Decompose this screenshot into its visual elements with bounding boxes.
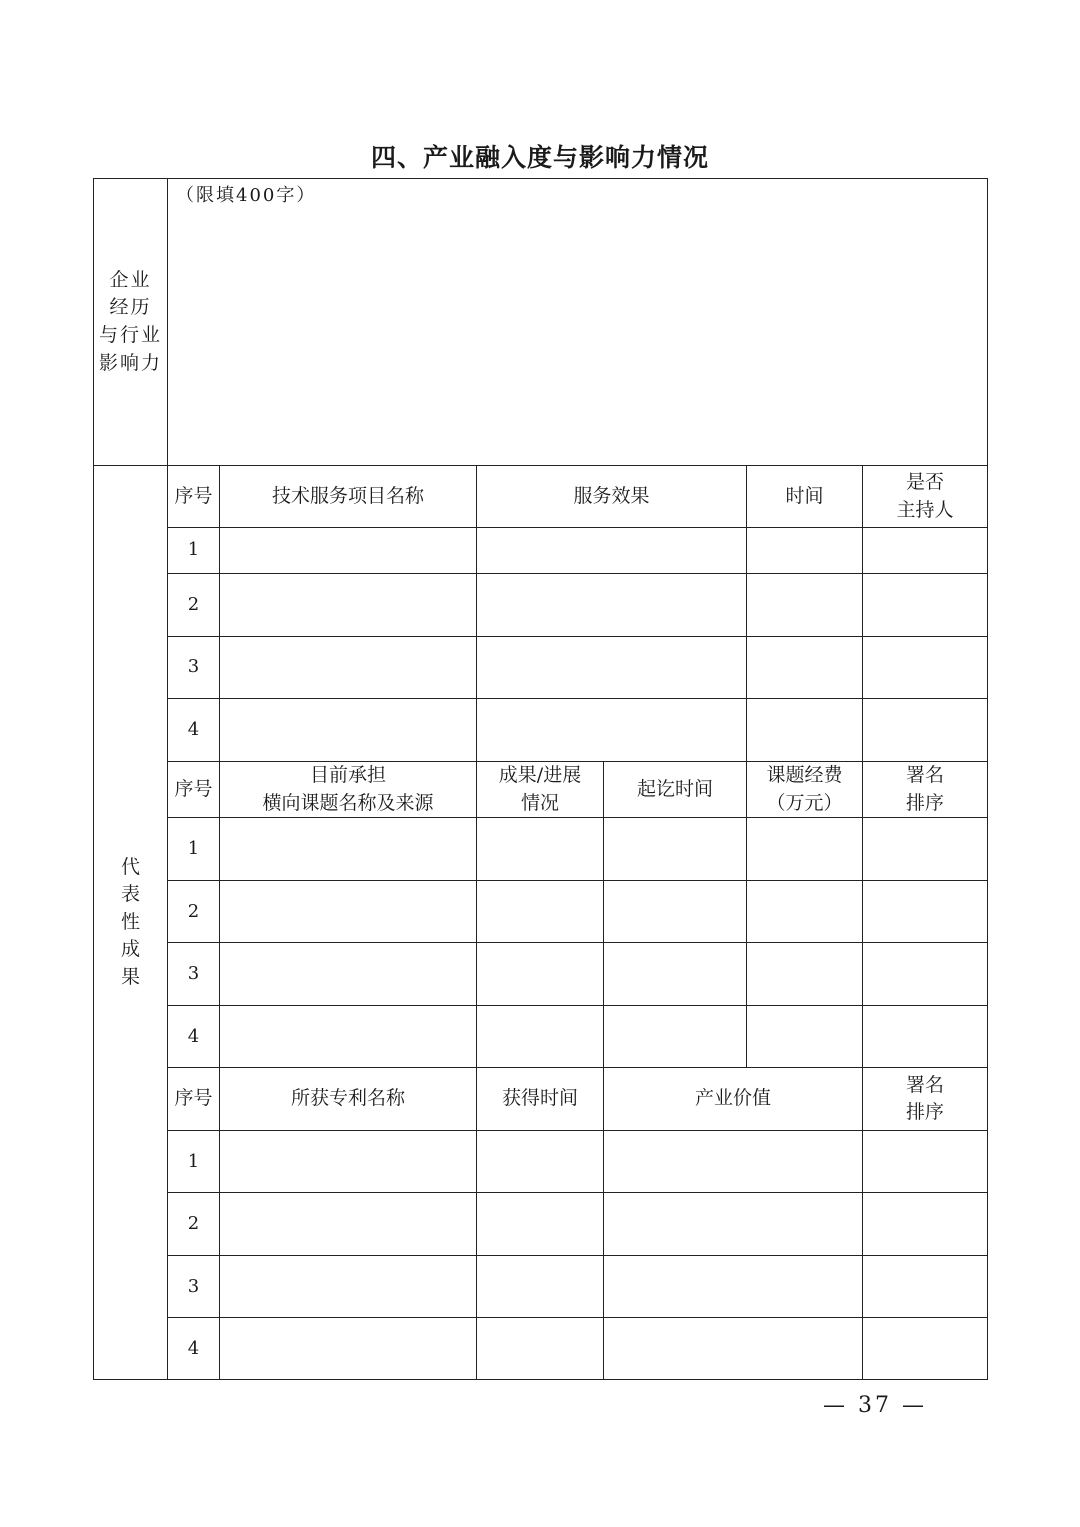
table-cell[interactable] [220,818,477,881]
page-title: 四、产业融入度与影响力情况 [370,143,709,172]
table-cell[interactable] [747,818,863,881]
table-cell[interactable] [477,1256,604,1318]
table-cell[interactable] [747,637,863,699]
vertical-label-char: 表 [120,883,140,906]
header-seq: 序号 [168,762,220,818]
row-number: 1 [168,818,220,881]
table-cell[interactable] [747,943,863,1006]
table-cell[interactable] [604,1256,863,1318]
experience-label-line: 经历 [109,296,152,319]
table-cell[interactable] [863,818,988,881]
table-cell[interactable] [863,699,988,762]
header-start-end-time: 起讫时间 [604,762,747,818]
page-number: — 37 — [823,1393,927,1418]
table-cell[interactable] [863,1131,988,1193]
table-cell[interactable] [477,1131,604,1193]
table-cell[interactable] [863,574,988,637]
row-number: 4 [168,1318,220,1380]
table-cell[interactable] [477,818,604,881]
header-obtained-time: 获得时间 [477,1068,604,1131]
row-number: 4 [168,1006,220,1068]
table-cell[interactable] [220,943,477,1006]
table-cell[interactable] [863,881,988,943]
header-industry-value: 产业价值 [604,1068,863,1131]
row-number: 3 [168,943,220,1006]
header-time: 时间 [747,466,863,528]
row-number: 3 [168,1256,220,1318]
table-cell[interactable] [747,528,863,574]
table-cell[interactable] [863,943,988,1006]
table-cell[interactable] [477,1193,604,1256]
table-cell[interactable] [220,1131,477,1193]
table-cell[interactable] [604,1193,863,1256]
table-cell[interactable] [604,1318,863,1380]
table-cell[interactable] [220,1006,477,1068]
word-limit-note: （限填400字） [176,185,317,206]
representative-results-label [94,466,168,1380]
table-cell[interactable] [747,699,863,762]
table-cell[interactable] [477,1006,604,1068]
row-number: 2 [168,881,220,943]
table-cell[interactable] [220,1193,477,1256]
table-cell[interactable] [477,528,747,574]
table-cell[interactable] [604,818,747,881]
table-cell[interactable] [863,1193,988,1256]
header-author-rank: 署名 排序 [863,1068,988,1131]
experience-label [94,179,168,466]
table-cell[interactable] [747,574,863,637]
experience-label-line: 影响力 [98,351,162,374]
header-is-host: 是否 主持人 [863,466,988,528]
row-number: 1 [168,528,220,574]
table-cell[interactable] [220,1256,477,1318]
header-author-rank: 署名 排序 [863,762,988,818]
experience-label-line: 企业 [109,268,152,291]
header-project-name-source: 目前承担 横向课题名称及来源 [220,762,477,818]
table-cell[interactable] [604,1006,747,1068]
row-number: 1 [168,1131,220,1193]
table-cell[interactable] [863,637,988,699]
table-cell[interactable] [863,528,988,574]
header-progress: 成果/进展 情况 [477,762,604,818]
table-cell[interactable] [220,699,477,762]
header-seq: 序号 [168,466,220,528]
row-number: 2 [168,1193,220,1256]
table-cell[interactable] [863,1318,988,1380]
header-funding: 课题经费 （万元） [747,762,863,818]
header-seq: 序号 [168,1068,220,1131]
table-cell[interactable] [477,637,747,699]
table-cell[interactable] [604,943,747,1006]
vertical-label-char: 成 [120,938,140,961]
table-cell[interactable] [477,574,747,637]
vertical-label-char: 代 [120,855,140,878]
table-cell[interactable] [220,528,477,574]
vertical-label-char: 性 [120,910,140,933]
table-cell[interactable] [220,1318,477,1380]
industry-impact-form [93,178,988,1380]
table-cell[interactable] [477,943,604,1006]
header-patent-name: 所获专利名称 [220,1068,477,1131]
table-cell[interactable] [863,1256,988,1318]
header-service-effect: 服务效果 [477,466,747,528]
table-cell[interactable] [863,1006,988,1068]
table-cell[interactable] [477,699,747,762]
table-cell[interactable] [220,881,477,943]
table-cell[interactable] [604,881,747,943]
experience-text-area[interactable] [168,179,988,466]
table-cell[interactable] [604,1131,863,1193]
table-cell[interactable] [220,574,477,637]
table-cell[interactable] [477,1318,604,1380]
experience-label-line: 与行业 [98,324,162,346]
table-cell[interactable] [220,637,477,699]
row-number: 3 [168,637,220,699]
row-number: 4 [168,699,220,762]
vertical-label-char: 果 [120,965,140,988]
table-cell[interactable] [747,881,863,943]
table-cell[interactable] [747,1006,863,1068]
table-cell[interactable] [477,881,604,943]
header-service-project-name: 技术服务项目名称 [220,466,477,528]
row-number: 2 [168,574,220,637]
